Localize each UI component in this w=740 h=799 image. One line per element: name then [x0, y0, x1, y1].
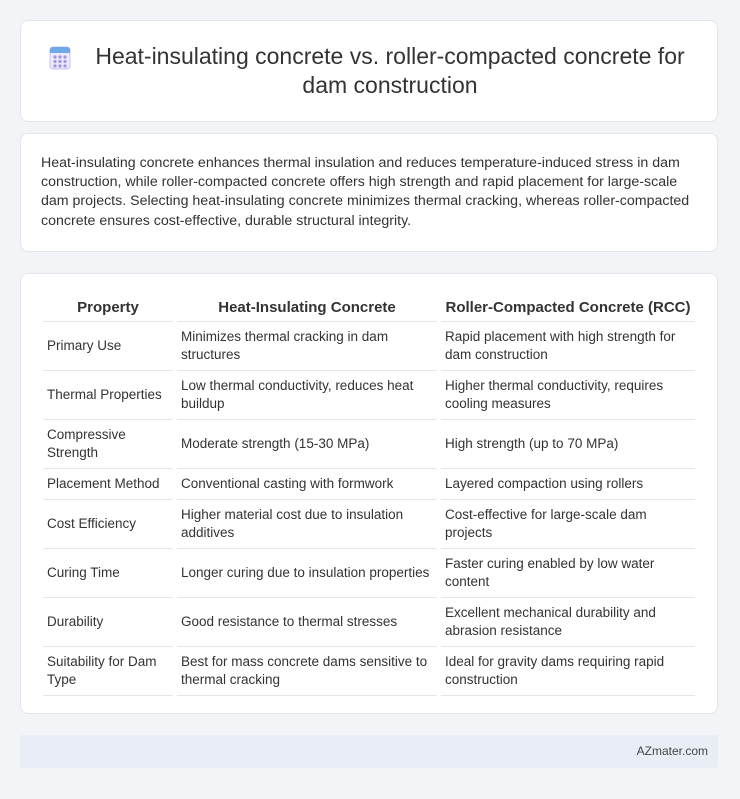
row-heat-insulating-value: Longer curing due to insulation properties [177, 549, 437, 598]
header-property: Property [43, 294, 173, 322]
table-row [43, 469, 695, 500]
row-heat-insulating-value: Good resistance to thermal stresses [177, 598, 437, 647]
table-row [43, 322, 695, 371]
row-property: Thermal Properties [43, 371, 173, 420]
row-property: Curing Time [43, 549, 173, 598]
row-rcc-value: Higher thermal conductivity, requires cooling measures [441, 371, 695, 420]
title-card [20, 20, 718, 122]
row-property: Suitability for Dam Type [43, 647, 173, 696]
footer-bar [20, 735, 718, 768]
summary-card [20, 133, 718, 252]
row-property: Placement Method [43, 469, 173, 500]
comparison-table [39, 294, 699, 696]
table-row [43, 549, 695, 598]
table-row [43, 647, 695, 696]
header-heat-insulating: Heat-Insulating Concrete [177, 294, 437, 322]
table-header-row [43, 294, 695, 322]
table-row [43, 500, 695, 549]
table-row [43, 420, 695, 469]
summary-text: Heat-insulating concrete enhances thermal insulation and reduces temperature-induced stress in dam construction, while roller-compacted concrete offers high strength and rapid placement for large-scale dam projects. Selecting heat-insulating concrete minimizes thermal cracking, whereas roller-compacted concrete ensures cost-effective, durable structural integrity. [41, 155, 690, 229]
row-property: Durability [43, 598, 173, 647]
row-property: Cost Efficiency [43, 500, 173, 549]
row-rcc-value: Rapid placement with high strength for dam construction [441, 322, 695, 371]
row-rcc-value: High strength (up to 70 MPa) [441, 420, 695, 469]
row-rcc-value: Layered compaction using rollers [441, 469, 695, 500]
row-property: Primary Use [43, 322, 173, 371]
table-row [43, 598, 695, 647]
row-heat-insulating-value: Minimizes thermal cracking in dam structures [177, 322, 437, 371]
header-rcc: Roller-Compacted Concrete (RCC) [441, 294, 695, 322]
row-rcc-value: Ideal for gravity dams requiring rapid construction [441, 647, 695, 696]
calculator-grid-icon [48, 46, 72, 70]
page-title: Heat-insulating concrete vs. roller-compacted concrete for dam construction [95, 43, 685, 98]
row-rcc-value: Faster curing enabled by low water content [441, 549, 695, 598]
row-rcc-value: Excellent mechanical durability and abrasion resistance [441, 598, 695, 647]
row-property: Compressive Strength [43, 420, 173, 469]
row-heat-insulating-value: Low thermal conductivity, reduces heat buildup [177, 371, 437, 420]
table-row [43, 371, 695, 420]
footer-brand: AZmater.com [636, 744, 708, 758]
row-heat-insulating-value: Best for mass concrete dams sensitive to thermal cracking [177, 647, 437, 696]
row-rcc-value: Cost-effective for large-scale dam projects [441, 500, 695, 549]
comparison-table-card [20, 273, 718, 714]
row-heat-insulating-value: Higher material cost due to insulation additives [177, 500, 437, 549]
row-heat-insulating-value: Conventional casting with formwork [177, 469, 437, 500]
row-heat-insulating-value: Moderate strength (15-30 MPa) [177, 420, 437, 469]
